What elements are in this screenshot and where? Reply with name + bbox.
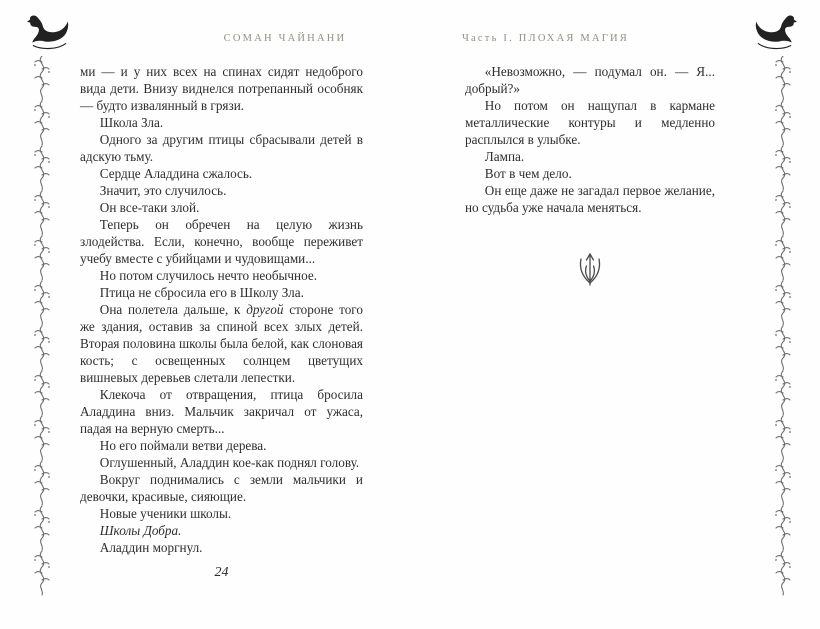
italic-text-run: другой [246, 302, 284, 317]
paragraph [80, 454, 363, 471]
vine-ornament-left [31, 56, 53, 601]
paragraph [80, 301, 363, 386]
paragraph [80, 199, 363, 216]
paragraph [465, 63, 715, 97]
text-run: Но потом он нащупал в кармане металлические контуры и медленно расплылся в улыбке. [465, 98, 715, 147]
paragraph [80, 386, 363, 437]
paragraph [465, 165, 715, 182]
text-run: Новые ученики школы. [99, 506, 232, 521]
paragraph [80, 505, 363, 522]
paragraph [80, 539, 363, 556]
text-run: Школа Зла. [99, 115, 164, 130]
paragraph [80, 131, 363, 165]
text-run: ми — и у них всех на спинах сидят недоброго вида дети. Внизу виднелся потрепанный особняк — будто извалянный в грязи. [80, 64, 363, 113]
text-run: Клекоча от отвращения, птица бросила Аладдина вниз. Мальчик закричал от ужаса, падая на верную смерть... [80, 387, 363, 436]
text-run: Он еще даже не загадал первое желание, но судьба уже начала меняться. [465, 183, 715, 215]
right-page-paragraphs [465, 63, 715, 216]
text-run: Значит, это случилось. [99, 183, 227, 198]
text-run: Одного за другим птицы сбрасывали детей в адскую тьму. [80, 132, 363, 164]
vine-ornament-right [772, 56, 794, 601]
swan-icon [752, 11, 798, 51]
left-page-text [80, 63, 363, 556]
text-run: Он все-таки злой. [99, 200, 200, 215]
text-run: Аладдин моргнул. [99, 540, 203, 555]
paragraph [465, 148, 715, 165]
running-header-author: СОМАН ЧАЙНАНИ [223, 33, 347, 44]
text-run: Она полетела дальше, к [99, 302, 247, 317]
paragraph [80, 437, 363, 454]
paragraph [465, 182, 715, 216]
paragraph [80, 165, 363, 182]
paragraph [80, 216, 363, 267]
page-number: 24 [214, 565, 229, 580]
paragraph [80, 267, 363, 284]
text-run: Лампа. [484, 149, 525, 164]
paragraph [80, 471, 363, 505]
paragraph [80, 63, 363, 114]
text-run: Сердце Аладдина сжалось. [99, 166, 253, 181]
running-header-part-title: Часть I. ПЛОХАЯ МАГИЯ [462, 33, 629, 44]
paragraph [80, 182, 363, 199]
paragraph [80, 284, 363, 301]
text-run: стороне того же здания, оставив за спиной всех злых детей. Вторая половина школы была белой, как слоновая кость; с освещенных солнцем цветущих вишневых деревьев слетали лепестки. [80, 302, 363, 385]
text-run: Оглушенный, Аладдин кое-как поднял голову. [99, 455, 360, 470]
text-run: «Невозможно, — подумал он. — Я... добрый?» [465, 64, 715, 96]
paragraph [465, 97, 715, 148]
text-run: Но его поймали ветви дерева. [99, 438, 267, 453]
text-run: Но потом случилось нечто необычное. [99, 268, 318, 283]
text-run: Вокруг поднимались с земли мальчики и девочки, красивые, сияющие. [80, 472, 363, 504]
italic-text-run: Школы Добра. [99, 523, 182, 538]
paragraph [80, 114, 363, 131]
swan-icon [26, 11, 72, 51]
text-run: Птица не сбросила его в Школу Зла. [99, 285, 304, 300]
fleuron-icon [465, 246, 715, 292]
text-run: Теперь он обречен на целую жизнь злодейства. Если, конечно, вообще переживет учебу вместе с убийцами и чудовищами... [80, 217, 363, 266]
right-page-text [465, 63, 715, 292]
paragraph [80, 522, 363, 539]
text-run: Вот в чем дело. [484, 166, 572, 181]
